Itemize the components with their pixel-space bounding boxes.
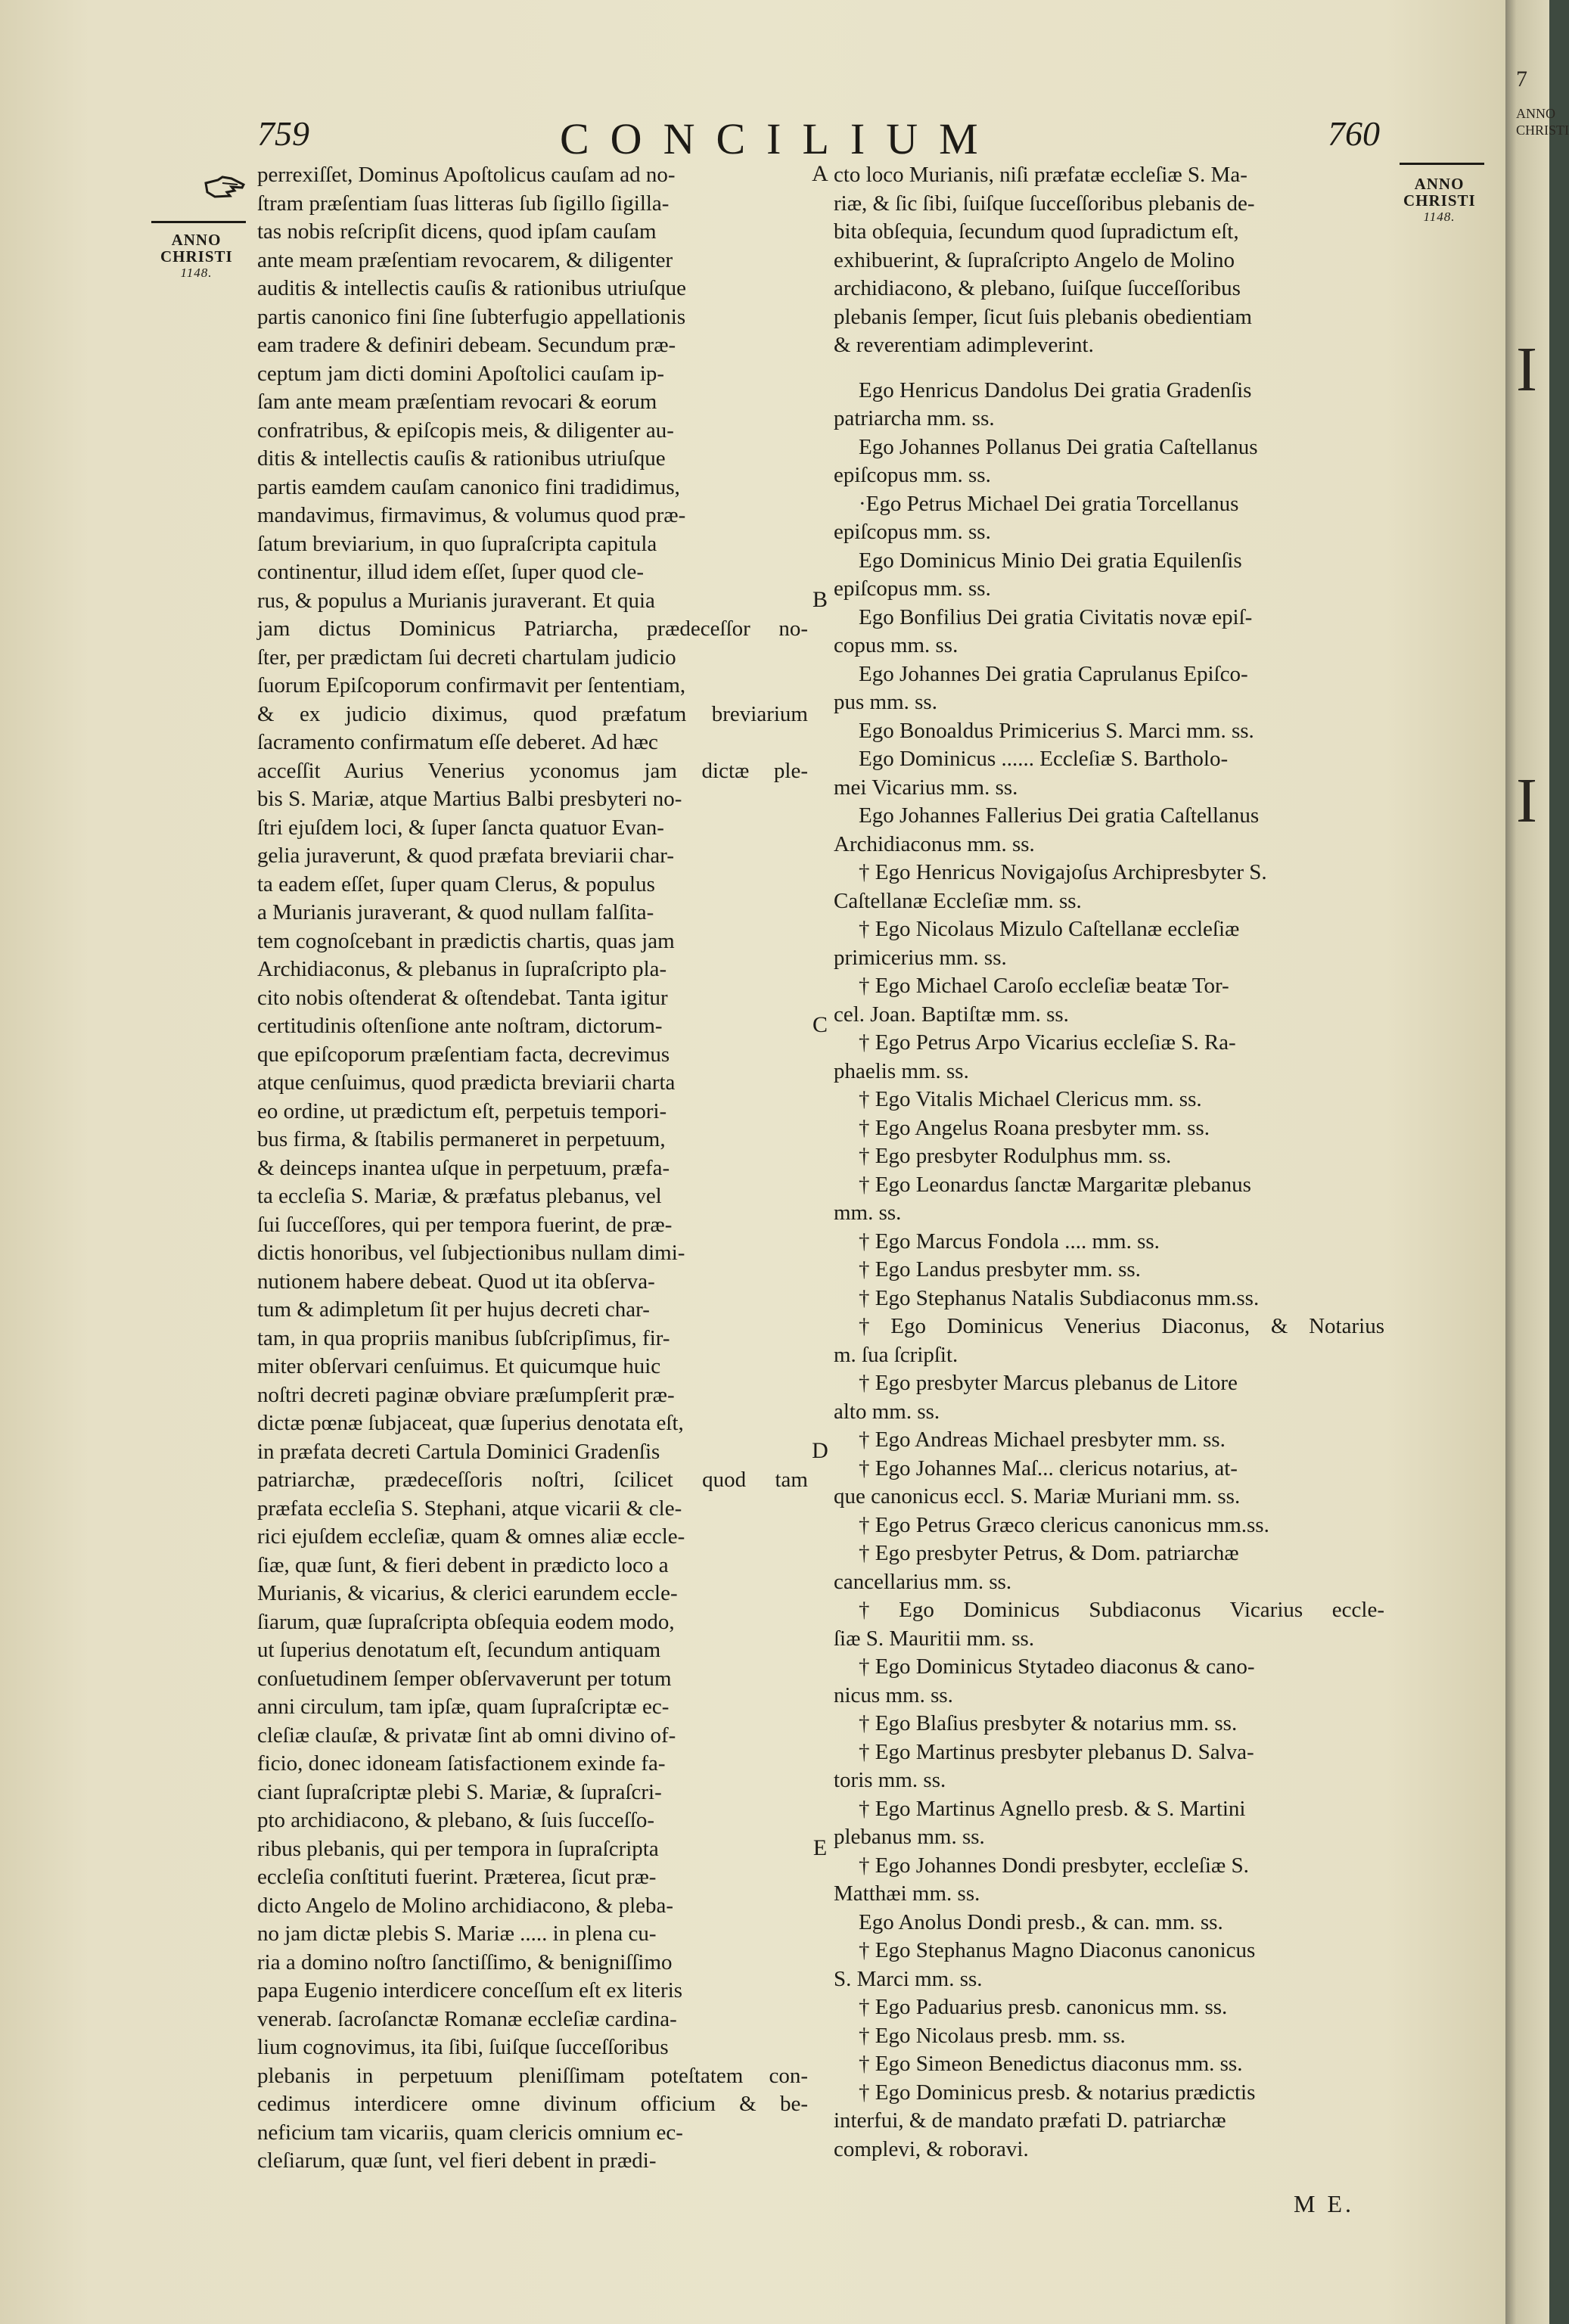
text-line: rici ejuſdem eccleſiæ, quam & omnes aliæ eccle-: [257, 1524, 685, 1549]
text-line: † Ego Leonardus ſanctæ Margaritæ plebanus: [859, 1172, 1251, 1197]
text-line: complevi, & roboravi.: [834, 2136, 1029, 2161]
text-line: anni circulum, tam ipſæ, quam ſupraſcriptæ ec-: [257, 1695, 670, 1719]
text-line: ria a domino noſtro ſanctiſſimo, & benigniſſimo: [257, 1950, 673, 1974]
text-line: præfata eccleſia S. Stephani, atque vicarii & cle-: [257, 1496, 682, 1521]
text-line: † Ego Martinus presbyter plebanus D. Salva-: [859, 1739, 1254, 1764]
text-line: † Ego Martinus Agnello presb. & S. Martini: [859, 1796, 1246, 1821]
text-line: cito nobis oſtenderat & oſtendebat. Tanta igitur: [257, 985, 668, 1010]
text-line: gelia juraverunt, & quod præfata breviarii char-: [257, 844, 674, 868]
page-number-right: 760: [1328, 114, 1380, 153]
text-line: Caſtellanæ Eccleſiæ mm. ss.: [834, 888, 1082, 913]
text-line: cedimus interdicere omne divinum officium & be-: [257, 2092, 808, 2116]
text-line: bus firma, & ſtabilis permaneret in perpetuum,: [257, 1127, 666, 1151]
text-line: ·Ego Petrus Michael Dei gratia Torcellanus: [859, 491, 1239, 516]
text-line: certitudinis oſtenſione ante noſtram, dictorum-: [257, 1014, 663, 1038]
text-line: riæ, & ſic ſibi, ſuiſque ſucceſſoribus plebanis de-: [834, 191, 1255, 216]
text-line: confratribus, & epiſcopis meis, & diligenter au-: [257, 418, 674, 443]
text-line: Archidiaconus, & plebanus in ſupraſcripto pla-: [257, 957, 667, 981]
text-line: † Ego Marcus Fondola .... mm. ss.: [859, 1229, 1160, 1254]
text-line: ſiæ S. Mauritii mm. ss.: [834, 1626, 1035, 1651]
text-line: † Ego Landus presbyter mm. ss.: [859, 1257, 1141, 1282]
text-line: ſuorum Epiſcoporum confirmavit per ſententiam,: [257, 673, 686, 698]
text-line: perrexiſſet, Dominus Apoſtolicus cauſam ad no-: [257, 163, 676, 187]
text-line: Ego Bonfilius Dei gratia Civitatis novæ epiſ-: [859, 604, 1253, 629]
text-line: copus mm. ss.: [834, 633, 958, 657]
text-line: cleſiæ clauſæ, & privatæ ſint ab omni divino of-: [257, 1723, 676, 1748]
margin-rule-right: [1400, 163, 1484, 165]
catchword: M E.: [1294, 2190, 1354, 2217]
text-line: continentur, illud idem eſſet, ſuper quod cle-: [257, 560, 645, 584]
text-line: interfui, & de mandato præfati D. patriarchæ: [834, 2108, 1226, 2133]
text-line: Matthæi mm. ss.: [834, 1881, 980, 1906]
text-line: † Ego presbyter Rodulphus mm. ss.: [859, 1144, 1172, 1168]
text-line: phaelis mm. ss.: [834, 1058, 969, 1083]
text-line: ſtram præſentiam ſuas litteras ſub ſigillo ſigilla-: [257, 191, 670, 216]
text-line: bis S. Mariæ, atque Martius Balbi presbyteri no-: [257, 787, 682, 811]
margin-christi: CHRISTI: [1403, 191, 1476, 210]
text-line: partis canonico fini ſine ſubterfugio appellationis: [257, 304, 686, 329]
pointing-hand-icon: [204, 176, 245, 198]
text-line: eccleſia conſtituti fuerint. Præterea, ſicut præ-: [257, 1865, 657, 1889]
next-page-edge: [1505, 0, 1569, 2324]
text-line: S. Marci mm. ss.: [834, 1966, 983, 1991]
text-line: † Ego Dominicus Subdiaconus Vicarius eccle-: [859, 1598, 1384, 1622]
text-line: dictis honoribus, vel ſubjectionibus nullam dimi-: [257, 1241, 685, 1265]
next-page-fragment: I: [1516, 766, 1537, 836]
text-line: papa Eugenio interdicere conceſſum eſt ex literis: [257, 1978, 683, 2002]
text-line: miter obſervari cenſuimus. Et quicumque huic: [257, 1354, 661, 1378]
text-line: ribus plebanis, qui per tempora in ſupraſcripta: [257, 1836, 659, 1861]
text-line: primicerius mm. ss.: [834, 945, 1007, 970]
text-line: † Ego Paduarius presb. canonicus mm. ss.: [859, 1995, 1228, 2019]
text-line: a Murianis juraverant, & quod nullam falſita-: [257, 900, 654, 924]
text-line: mm. ss.: [834, 1201, 902, 1225]
text-line: no jam dictæ plebis S. Mariæ ..... in plena cu-: [257, 1922, 657, 1946]
text-line: ſam ante meam præſentiam revocari & eorum: [257, 390, 657, 414]
text-line: ta eadem eſſet, ſuper quam Clerus, & populus: [257, 872, 655, 896]
text-line: † Ego Andreas Michael presbyter mm. ss.: [859, 1428, 1226, 1452]
page-number-left: 759: [257, 114, 309, 153]
margin-anno: ANNO: [171, 231, 222, 249]
text-line: plebanis ſemper, ſicut ſuis plebanis obedientiam: [834, 304, 1252, 329]
text-line: Archidiaconus mm. ss.: [834, 831, 1035, 856]
next-page-fragment: 7: [1516, 67, 1527, 92]
text-line: ut ſuperius denotatum eſt, ſecundum antiquam: [257, 1638, 661, 1662]
text-line: que epiſcoporum præſentiam facta, decrevimus: [257, 1042, 670, 1067]
text-line: conſuetudinem ſemper obſervaverunt per totum: [257, 1666, 672, 1691]
text-line: tas nobis reſcripſit dicens, quod ipſam cauſam: [257, 219, 657, 244]
text-line: Ego Henricus Dandolus Dei gratia Gradenſis: [859, 377, 1252, 402]
text-line: partis eamdem cauſam canonico fini tradidimus,: [257, 474, 680, 499]
margin-rule-left: [151, 221, 246, 223]
text-line: † Ego Michael Caroſo eccleſiæ beatæ Tor-: [859, 974, 1229, 998]
text-line: † Ego Simeon Benedictus diaconus mm. ss.: [859, 2052, 1243, 2076]
margin-anno: ANNO: [1414, 175, 1465, 193]
text-line: † Ego Johannes Maſ... clericus notarius, at-: [859, 1456, 1238, 1480]
text-line: Ego Johannes Fallerius Dei gratia Caſtellanus: [859, 803, 1260, 828]
text-line: mandavimus, firmavimus, & volumus quod præ-: [257, 503, 686, 527]
text-line: ſtri ejuſdem loci, & ſuper ſancta quatuor Evan-: [257, 815, 664, 840]
text-line: m. ſua ſcripſit.: [834, 1342, 958, 1367]
text-line: † Ego Dominicus Venerius Diaconus, & Notarius: [859, 1314, 1384, 1338]
text-line: dictæ pœnæ ſubjaceat, quæ ſuperius denotata eſt,: [257, 1411, 684, 1435]
text-line: & ex judicio diximus, quod præfatum breviarium: [257, 701, 808, 726]
text-line: pus mm. ss.: [834, 690, 937, 714]
text-line: † Ego presbyter Marcus plebanus de Litore: [859, 1371, 1238, 1395]
text-line: Murianis, & vicarius, & clerici earundem eccle-: [257, 1581, 678, 1605]
text-line: † Ego Henricus Novigajoſus Archipresbyter S.: [859, 860, 1267, 884]
text-line: eo ordine, ut prædictum eſt, perpetuis tempori-: [257, 1098, 667, 1123]
margin-year-right: [1403, 176, 1475, 225]
text-line: † Ego Stephanus Magno Diaconus canonicus: [859, 1938, 1256, 1962]
text-line: tum & adimpletum ſit per hujus decreti char-: [257, 1297, 650, 1322]
text-line: nutionem habere debeat. Quod ut ita obſerva-: [257, 1269, 655, 1294]
text-line: auditis & intellectis cauſis & rationibus utriuſque: [257, 276, 687, 300]
margin-year: 1148.: [1423, 210, 1456, 224]
text-line: eam tradere & definiri debeam. Secundum præ-: [257, 333, 676, 357]
section-marker-a: A: [812, 161, 828, 186]
text-line: Ego Johannes Pollanus Dei gratia Caſtellanus: [859, 434, 1258, 459]
text-line: dicto Angelo de Molino archidiacono, & pleba-: [257, 1893, 674, 1918]
text-line: Ego Dominicus ...... Eccleſiæ S. Bartholo-: [859, 747, 1229, 771]
right-text-column: [834, 161, 1384, 2164]
next-page-fragment: I: [1516, 334, 1537, 405]
text-line: cto loco Murianis, niſi præfatæ eccleſiæ S. Ma-: [834, 163, 1247, 187]
text-line: † Ego Nicolaus presb. mm. ss.: [859, 2023, 1126, 2048]
text-line: ditis & intellectis cauſis & rationibus utriuſque: [257, 446, 666, 471]
text-line: ſui ſucceſſores, qui per tempora fuerint, de præ-: [257, 1212, 673, 1237]
text-line: jam dictus Dominicus Patriarcha, prædeceſſor no-: [257, 617, 808, 641]
text-line: nicus mm. ss.: [834, 1682, 953, 1707]
text-line: † Ego Dominicus presb. & notarius prædictis: [859, 2080, 1256, 2105]
text-line: epiſcopus mm. ss.: [834, 463, 991, 487]
text-line: † Ego Dominicus Stytadeo diaconus & cano-: [859, 1654, 1255, 1679]
text-line: tam, in qua propriis manibus ſubſcripſimus, fir-: [257, 1325, 670, 1350]
text-line: patriarcha mm. ss.: [834, 406, 995, 430]
text-line: ſacramento confirmatum eſſe deberet. Ad hæc: [257, 730, 658, 754]
section-marker-e: E: [812, 1835, 828, 1860]
text-line: lium cognovimus, ita ſibi, ſuiſque ſucceſſoribus: [257, 2035, 669, 2059]
text-line: † Ego Petrus Græco clericus canonicus mm.ss.: [859, 1512, 1269, 1537]
text-line: neficium tam vicariis, quam clericis omnium ec-: [257, 2120, 683, 2145]
text-line: Ego Dominicus Minio Dei gratia Equilenſis: [859, 548, 1242, 573]
text-line: † Ego presbyter Petrus, & Dom. patriarchæ: [859, 1541, 1239, 1565]
text-line: bita obſequia, ſecundum quod ſupradictum eſt,: [834, 219, 1239, 244]
text-line: † Ego Stephanus Natalis Subdiaconus mm.ss.: [859, 1285, 1260, 1310]
text-line: mei Vicarius mm. ss.: [834, 775, 1018, 800]
text-line: epiſcopus mm. ss.: [834, 576, 991, 601]
next-page-fragment: CHRISTI: [1516, 123, 1569, 138]
text-line: Ego Bonoaldus Primicerius S. Marci mm. ss.: [859, 718, 1254, 743]
text-line: acceſſit Aurius Venerius yconomus jam dictæ ple-: [257, 758, 808, 783]
text-line: venerab. ſacroſanctæ Romanæ eccleſiæ cardina-: [257, 2006, 677, 2031]
text-line: que canonicus eccl. S. Mariæ Muriani mm. ss.: [834, 1484, 1241, 1508]
text-line: ante meam præſentiam revocarem, & diligenter: [257, 247, 673, 272]
text-line: † Ego Vitalis Michael Clericus mm. ss.: [859, 1087, 1202, 1111]
text-line: ficio, donec idoneam ſatisfactionem exinde fa-: [257, 1751, 666, 1776]
text-line: patriarchæ, prædeceſſoris noſtri, ſcilicet quod tam: [257, 1468, 808, 1492]
section-marker-c: C: [812, 1012, 828, 1037]
text-line: plebanis in perpetuum pleniſſimam poteſtatem con-: [257, 2063, 808, 2088]
next-page-fragment: ANNO: [1516, 106, 1555, 121]
text-line: ceptum jam dicti domini Apoſtolici cauſam ip-: [257, 361, 665, 386]
margin-christi: CHRISTI: [160, 247, 233, 266]
text-line: in præfata decreti Cartula Dominici Gradenſis: [257, 1439, 660, 1464]
text-line: exhibuerint, & ſupraſcripto Angelo de Molino: [834, 247, 1235, 272]
text-line: † Ego Johannes Dondi presbyter, eccleſiæ S.: [859, 1853, 1249, 1878]
text-line: Ego Johannes Dei gratia Caprulanus Epiſco-: [859, 661, 1248, 686]
text-line: ciant ſupraſcriptæ plebi S. Mariæ, & ſupraſcri-: [257, 1779, 662, 1804]
text-line: tem cognoſcebant in prædictis chartis, quas jam: [257, 928, 675, 953]
running-title: CONCILIUM: [560, 114, 999, 163]
text-line: plebanus mm. ss.: [834, 1825, 985, 1849]
text-line: † Ego Angelus Roana presbyter mm. ss.: [859, 1115, 1210, 1140]
text-line: † Ego Blaſius presbyter & notarius mm. ss.: [859, 1711, 1238, 1735]
margin-year: 1148.: [180, 266, 213, 280]
text-line: rus, & populus a Murianis juraverant. Et quia: [257, 588, 655, 613]
text-line: Ego Anolus Dondi presb., & can. mm. ss.: [859, 1909, 1223, 1934]
text-line: epiſcopus mm. ss.: [834, 520, 991, 544]
text-line: ſiarum, quæ ſupraſcripta obſequia eodem modo,: [257, 1609, 675, 1634]
section-marker-d: D: [812, 1438, 828, 1463]
text-line: toris mm. ss.: [834, 1768, 946, 1792]
text-line: cleſiarum, quæ ſunt, vel fieri debent in prædi-: [257, 2148, 657, 2173]
left-text-column: [257, 161, 808, 2176]
text-line: cancellarius mm. ss.: [834, 1569, 1012, 1594]
text-line: noſtri decreti paginæ obviare præſumpſerit præ-: [257, 1382, 675, 1407]
text-line: atque cenſuimus, quod prædicta breviarii charta: [257, 1070, 676, 1095]
text-line: alto mm. ss.: [834, 1399, 940, 1424]
text-line: archidiacono, & plebano, ſuiſque ſucceſſoribus: [834, 276, 1241, 300]
section-marker-b: B: [812, 587, 828, 612]
text-line: & deinceps inantea uſque in perpetuum, præfa-: [257, 1155, 670, 1180]
text-line: † Ego Nicolaus Mizulo Caſtellanæ eccleſiæ: [859, 917, 1240, 941]
text-line: pto archidiacono, & plebano, & ſuis ſucceſſo-: [257, 1808, 655, 1832]
text-line: ſter, per prædictam ſui decreti chartulam judicio: [257, 645, 676, 670]
margin-year-left: [160, 231, 232, 281]
paragraph-gap: [834, 360, 1384, 377]
text-line: ſiæ, quæ ſunt, & fieri debent in prædicto loco a: [257, 1552, 669, 1577]
text-line: cel. Joan. Baptiſtæ mm. ss.: [834, 1002, 1069, 1027]
text-line: † Ego Petrus Arpo Vicarius eccleſiæ S. Ra-: [859, 1030, 1236, 1055]
text-line: ta eccleſia S. Mariæ, & præfatus plebanus, vel: [257, 1184, 662, 1208]
text-line: ſatum breviarium, in quo ſupraſcripta capitula: [257, 531, 657, 556]
text-line: & reverentiam adimpleverint.: [834, 333, 1094, 357]
